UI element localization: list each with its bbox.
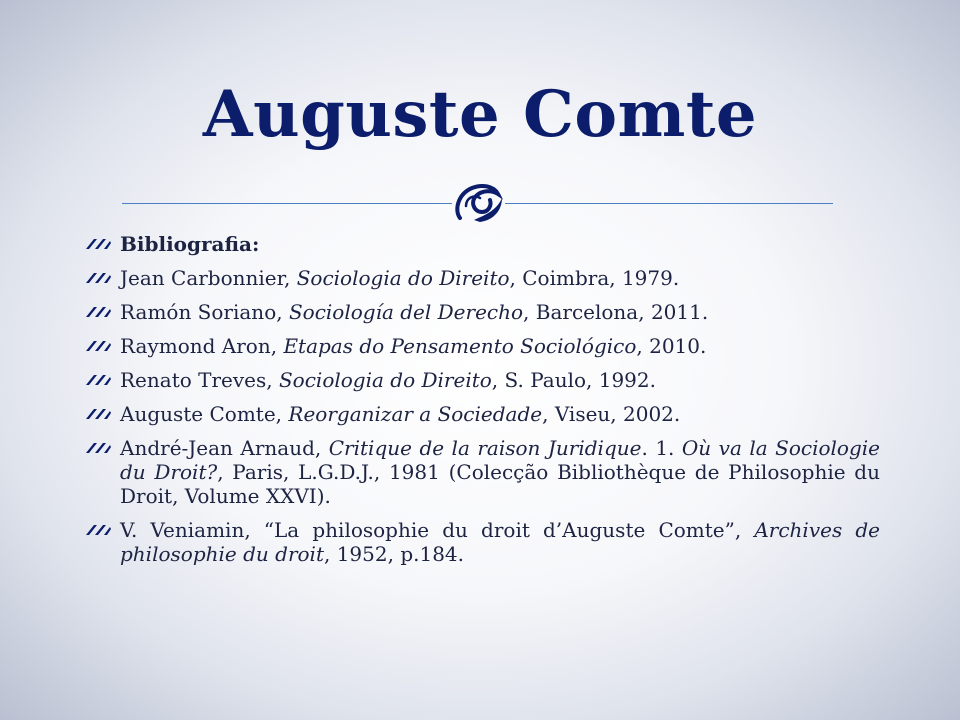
list-item [84,300,880,324]
swirl-ornament-icon [452,176,505,226]
bullet-icon [84,440,112,456]
item-rest: , 1952, p.184. [323,542,465,566]
slide-title: Auguste Comte [202,77,758,152]
item-author: Renato Treves, [120,368,279,392]
title-rule-right [505,203,833,204]
item-work: Reorganizar a Sociedade [288,402,543,426]
item-rest: , Barcelona, 2011. [523,300,709,324]
bullet-icon [84,372,112,388]
item-author: Jean Carbonnier, [120,266,297,290]
item-work-secondary: Où va la Sociologie du Droit? [120,436,880,484]
list-item-arnaud [84,436,880,508]
item-work: Etapas do Pensamento Sociológico [283,334,637,358]
item-mid: . 1. [641,436,682,460]
list-item [84,266,880,290]
bibliography-heading: Bibliografia: [120,232,260,256]
item-rest: , Coimbra, 1979. [509,266,680,290]
list-item [84,402,880,426]
item-rest: , 2010. [636,334,707,358]
item-work: Sociología del Derecho [288,300,524,324]
item-author: Auguste Comte, [120,402,289,426]
item-work: Sociologia do Direito [296,266,510,290]
item-author: Raymond Aron, [120,334,284,358]
list-item [84,368,880,392]
bullet-icon [84,236,112,252]
bullet-icon [84,304,112,320]
item-work: Critique de la raison Juridique [328,436,642,460]
item-work: Sociologia do Direito [278,368,492,392]
item-work: Archives de philosophie du droit [120,518,880,566]
bullet-icon [84,522,112,538]
item-rest: , Viseu, 2002. [542,402,681,426]
list-item-heading [84,232,880,256]
bullet-icon [84,406,112,422]
item-author: V. Veniamin, “La philosophie du droit d’Auguste Comte”, [120,518,755,542]
bibliography-list [84,232,880,576]
item-author: André-Jean Arnaud, [120,436,329,460]
item-rest: , Paris, L.G.D.J., 1981 (Colecção Bibliothèque de Philosophie du Droit, Volume XXVI). [120,460,880,508]
title-rule-left [122,203,452,204]
item-author: Ramón Soriano, [120,300,289,324]
list-item-veniamin [84,518,880,566]
item-rest: , S. Paulo, 1992. [491,368,656,392]
list-item [84,334,880,358]
bullet-icon [84,338,112,354]
bullet-icon [84,270,112,286]
